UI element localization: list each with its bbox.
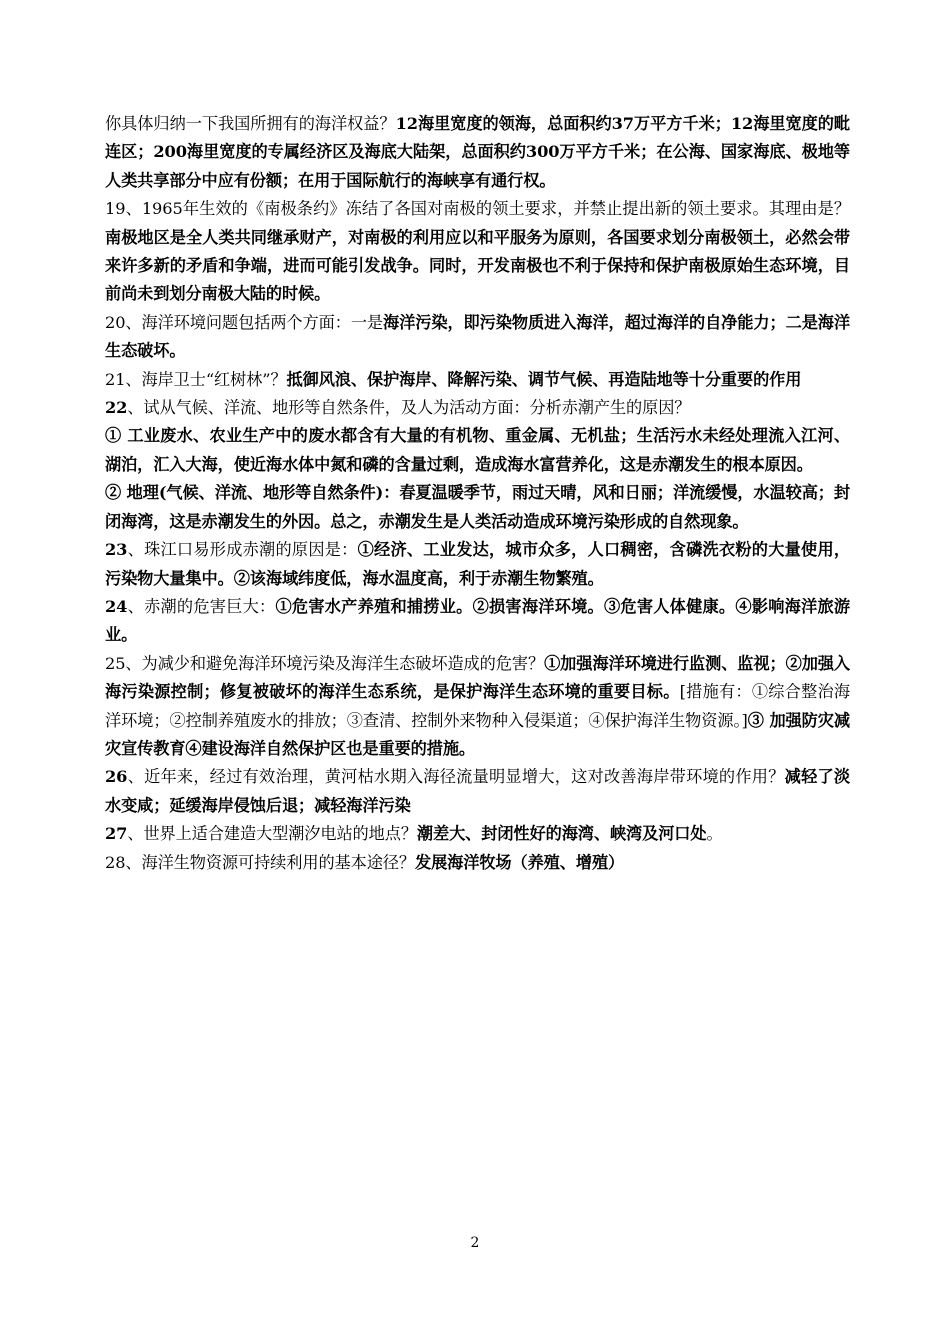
page-number: 2 — [470, 1235, 480, 1251]
question-item-24 — [105, 593, 850, 650]
answer-text: 26 — [105, 767, 128, 787]
answer-text: 抵御风浪、保护海岸、降解污染、调节气候、再造陆地等十分重要的作用 — [286, 369, 802, 389]
question-text: 21、海岸卫士“红树林”？ — [105, 369, 287, 389]
question-text: 19、1965年生效的《南极条约》冻结了各国对南极的领土要求，并禁止提出新的领土要求。其理由是？ — [105, 199, 850, 219]
question-item-22-b — [105, 479, 850, 536]
question-text: 、赤潮的危害巨大： — [127, 596, 276, 616]
question-text: 你具体归纳一下我国所拥有的海洋权益？ — [105, 114, 396, 133]
answer-text: ①加强海洋环境进行监测、监视；②加强入海污染源控制；修复被破坏的海洋生态系统，是保护海洋生态环境的重要目标。 — [105, 653, 851, 702]
answer-text: ①经济、工业发达，城市众多，人口稠密，含磷洗衣粉的大量使用，污染物大量集中。②该海域纬度低，海水温度高，利于赤潮生物繁殖。 — [105, 540, 850, 588]
answer-text: 发展海洋牧场（养殖、增殖） — [414, 852, 625, 872]
question-item-28 — [105, 849, 850, 877]
answer-text: 减轻了淡水变咸；延缓海岸侵蚀后退；减轻海洋污染 — [105, 767, 851, 815]
question-item-25 — [105, 650, 850, 764]
answer-text: 24 — [105, 596, 128, 616]
answer-text: 23 — [105, 540, 128, 560]
answer-text: 27 — [105, 824, 128, 844]
answer-text: ③ 加强防灾减灾宣传教育④建设海洋自然保护区也是重要的措施。 — [105, 710, 850, 758]
answer-text: 12海里宽度的领海，总面积约37万平方千米；12海里宽度的毗连区；200海里宽度的专属经济区及海底大陆架，总面积约300万平方千米；在公海、国家海底、极地等人类共享部分中应有份额；在用于国际航行的海峡享有通行权。 — [105, 114, 851, 190]
answer-text: ① 工业废水、农业生产中的废水都含有大量的有机物、重金属、无机盐；生活污水未经处理流入江河、湖泊，汇入大海，使近海水体中氮和磷的含量过剩，造成海水富营养化，这是赤潮发生的根本原因。 — [105, 426, 850, 474]
answer-text: ② 地理(气候、洋流、地形等自然条件)：春夏温暖季节，雨过天晴，风和日丽；洋流缓慢，水温较高；封闭海湾，这是赤潮发生的外因。总之，赤潮发生是人类活动造成环境污染形成的自然现象。 — [105, 483, 850, 531]
answer-text: ①危害水产养殖和捕捞业。②损害海洋环境。③危害人体健康。④影响海洋旅游业。 — [105, 596, 850, 645]
answer-text: 22 — [105, 398, 128, 418]
question-text: 20、海洋环境问题包括两个方面：一是 — [105, 312, 384, 332]
question-item-23 — [105, 536, 850, 593]
question-item-20 — [105, 309, 850, 366]
question-text: 25、为减少和避免海洋环境污染及海洋生态破坏造成的危害？ — [105, 653, 545, 673]
question-text: 、珠江口易形成赤潮的原因是： — [127, 540, 358, 560]
question-text: 、世界上适合建造大型潮汐电站的地点？ — [127, 824, 417, 844]
question-item-19 — [105, 195, 850, 309]
question-text: 28、海洋生物资源可持续利用的基本途径？ — [105, 852, 415, 872]
answer-text: 南极地区是全人类共同继承财产，对南极的利用应以和平服务为原则，各国要求划分南极领土，必然会带来许多新的矛盾和争端，进而可能引发战争。同时，开发南极也不利于保持和保护南极原始生态环境，目前尚未到划分南极大陆的时候。 — [105, 227, 850, 304]
question-text: 、试从气候、洋流、地形等自然条件，及人为活动方面：分析赤潮产生的原因？ — [127, 398, 691, 418]
question-item-22-a — [105, 422, 850, 479]
question-item-22 — [105, 394, 850, 422]
question-text: 、近年来，经过有效治理，黄河枯水期入海径流量明显增大，这对改善海岸带环境的作用？ — [127, 767, 785, 787]
document-body — [105, 110, 850, 877]
answer-text: 潮差大、封闭性好的海湾、峡湾及河口处 — [416, 824, 707, 844]
question-item-27 — [105, 820, 850, 848]
answer-text: 海洋污染，即污染物质进入海洋，超过海洋的自净能力；二是海洋生态破坏。 — [105, 312, 850, 361]
question-item-18 — [105, 110, 850, 195]
question-item-21 — [105, 366, 850, 394]
question-item-26 — [105, 763, 850, 820]
question-text: [措施有：①综合整治海洋环境；②控制养殖废水的排放；③查清、控制外来物种入侵渠道；④保护海洋生物资源。] — [105, 682, 850, 730]
question-text: 。 — [706, 824, 723, 844]
